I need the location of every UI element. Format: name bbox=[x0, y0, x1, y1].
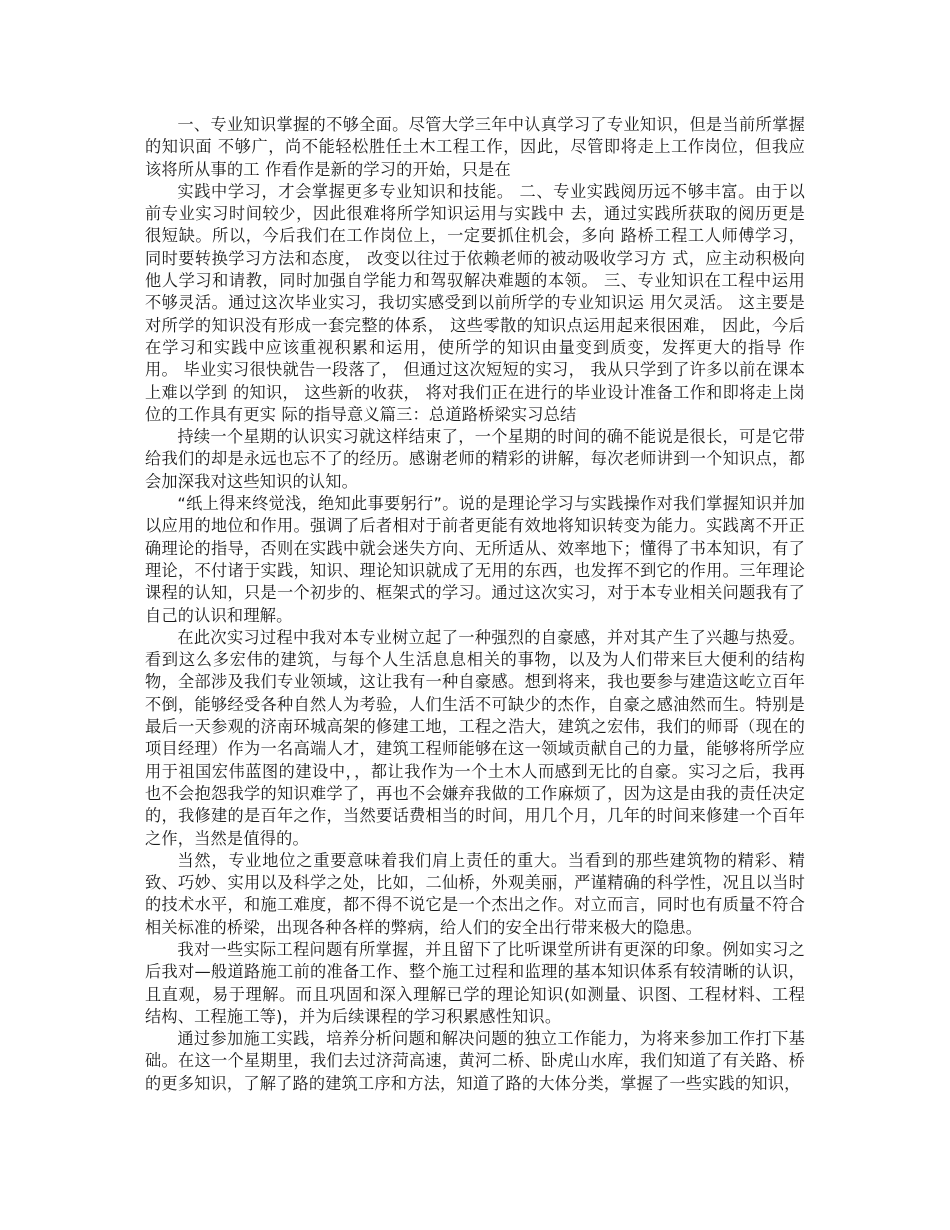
paragraph-responsibility: 当然，专业地位之重要意味着我们肩上责任的重大。当看到的那些建筑物的精彩、精致、巧妙、实用以及科学之处，比如，二仙桥，外观美丽，严谨精确的科学性，况且以当时的技术水平，和施工难度，都不得不说它是一个杰出之作。对立而言，同时也有质量不符合相关标准的桥梁，出现各种各样的弊病，给人们的安全出行带来极大的隐患。 bbox=[145, 850, 805, 937]
paragraph-internship-summary: 持续一个星期的认识实习就这样结束了，一个星期的时间的确不能说是很长，可是它带给我们的却是永远也忘不了的经历。感谢老师的精彩的讲解，每次老师讲到一个知识点，都会加深我对这些知识的认知。 bbox=[145, 427, 805, 491]
paragraph-engineering-knowledge: 我对一些实际工程问题有所掌握，并且留下了比听课堂所讲有更深的印象。例如实习之后我对—般道路施工前的准备工作、整个施工过程和监理的基本知识体系有较清晰的认识，且直观，易于理解。而且巩固和深入理解已学的理论知识(如测量、识图、工程材料、工程结构、工程施工等)，并为后续课程的学习积累感性知识。 bbox=[145, 939, 805, 1026]
paragraph-theory-practice: “纸上得来终觉浅，绝知此事要躬行”。说的是理论学习与实践操作对我们掌握知识并加以应用的地位和作用。强调了后者相对于前者更能有效地将知识转变为能力。实践离不开正确理论的指导，否则在实践中就会迷失方向、无所适从、效率地下；懂得了书本知识，有了理论，不付诸于实践，知识、理论知识就成了无用的东西，也发挥不到它的作用。三年理论课程的认知，只是一个初步的、框架式的学习。通过这次实习，对于本专业相关问题我有了自己的认识和理解。 bbox=[145, 494, 805, 625]
document-body bbox=[145, 114, 805, 1095]
paragraph-knowledge-gaps: 一、专业知识掌握的不够全面。尽管大学三年中认真学习了专业知识，但是当前所掌握的知识面 不够广，尚不能轻松胜任土木工程工作，因此，尽管即将走上工作岗位，但我应该将所从事的工 作看作是新的学习的开始，只是在 bbox=[145, 115, 805, 179]
paragraph-practice-experience: 实践中学习，才会掌握更多专业知识和技能。 二、专业实践阅历远不够丰富。由于以前专业实习时间较少，因此很难将所学知识运用与实践中 去，通过实践所获取的阅历更是很短缺。所以，今后我们在工作岗位上，一定要抓住机会，多向 路桥工程工人师傅学习，同时要转换学习方法和态度， 改变以往过于依赖老师的被动吸收学习方 式，应主动积极向他人学习和请教，同时加强自学能力和驾驭解决难题的本领。 三、专业知识在工程中运用不够灵活。通过这次毕业实习，我切实感受到以前所学的专业知识运 用欠灵活。 这主要是对所学的知识没有形成一套完整的体系， 这些零散的知识点运用起来很困难， 因此，今后在学习和实践中应该重视积累和运用，使所学的知识由量变到质变，发挥更大的指导 作用。 毕业实习很快就告一段落了， 但通过这次短短的实习， 我从只学到了许多以前在课本上难以学到 的知识， 这些新的收获， 将对我们正在进行的毕业设计准备工作和即将走上岗位的工作具有更实 际的指导意义篇三：总道路桥梁实习总结 bbox=[145, 181, 805, 424]
paragraph-pride: 在此次实习过程中我对本专业树立起了一种强烈的自豪感，并对其产生了兴趣与热爱。看到这么多宏伟的建筑，与每个人生活息息相关的事物，以及为人们带来巨大便利的结构物，全部涉及我们专业领域，这让我有一种自豪感。想到将来，我也要参与建造这屹立百年不倒，能够经受各种自然人为考验，人们生活不可缺少的杰作，自豪之感油然而生。特别是最后一天参观的济南环城高架的修建工地，工程之浩大，建筑之宏伟，我们的师哥（现在的项目经理）作为一名高端人才，建筑工程师能够在这一领域贡献自己的力量，能够将所学应用于祖国宏伟蓝图的建设中，，都让我作为一个土木人而感到无比的自豪。实习之后，我再也不会抱怨我学的知识难学了，再也不会嫌弃我做的工作麻烦了，因为这是由我的责任决定的，我修建的是百年之作，当然要话费相当的时间，用几个月，几年的时间来修建一个百年之作，当然是值得的。 bbox=[145, 627, 805, 848]
paragraph-construction-practice: 通过参加施工实践，培养分析问题和解决问题的独立工作能力，为将来参加工作打下基础。在这一个星期里，我们去过济菏高速，黄河二桥、卧虎山水库，我们知道了有关路、桥的更多知识，了解了路的建筑工序和方法，知道了路的大体分类，掌握了一些实践的知识， bbox=[145, 1029, 805, 1093]
